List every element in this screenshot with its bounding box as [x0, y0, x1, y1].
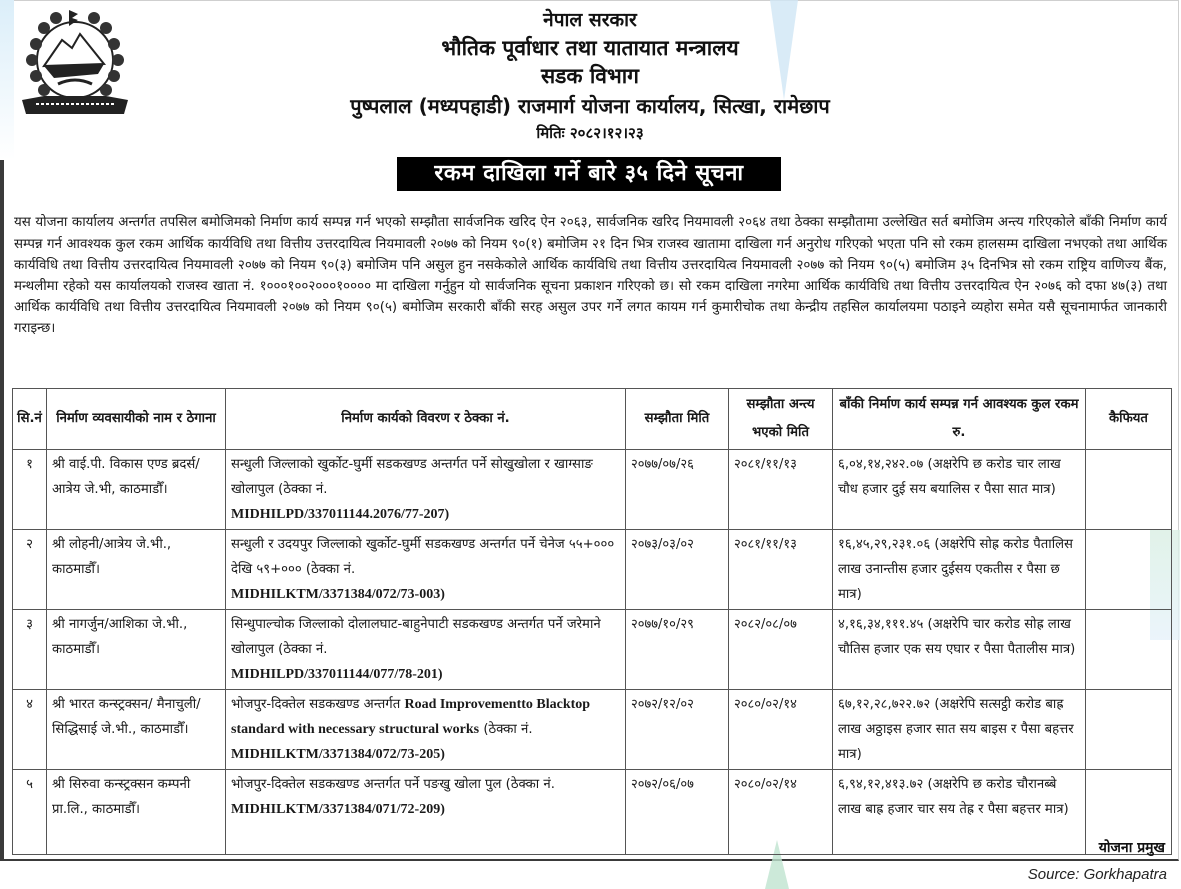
cell-agreement-date: २०७२/१२/०२: [626, 690, 729, 770]
department-name: सडक विभाग: [540, 64, 639, 88]
table-row: [13, 530, 1172, 610]
cell-sn: ५: [13, 770, 47, 855]
cell-agreement-date: २०७३/०३/०२: [626, 530, 729, 610]
contract-number: MIDHILKTM/3371384/071/72-209): [231, 802, 445, 817]
cell-termination-date: २०८१/११/१३: [729, 530, 833, 610]
contract-number: MIDHILKTM/3371384/072/73-003): [231, 587, 445, 602]
cell-termination-date: २०८२/०८/०७: [729, 610, 833, 690]
work-description: सन्धुली र उदयपुर जिल्लाको खुर्कोट-घुर्मी सडकखण्ड अन्तर्गत पर्ने चेनेज ५५+००० देखि ५९+००० (ठेक्का नं.: [231, 537, 615, 577]
cell-work: [226, 450, 626, 530]
cell-work: [226, 690, 626, 770]
work-description: भोजपुर-दिक्तेल सडकखण्ड अन्तर्गत पर्ने पङखु खोला पुल (ठेक्का नं.: [231, 777, 555, 792]
cell-contractor: श्री लोहनी/आत्रेय जे.भी., काठमाडौँ।: [47, 530, 226, 610]
work-description: भोजपुर-दिक्तेल सडकखण्ड अन्तर्गत: [231, 697, 401, 712]
table-row: [13, 610, 1172, 690]
cell-termination-date: २०८०/०२/१४: [729, 690, 833, 770]
table-row: [13, 450, 1172, 530]
work-description: सिन्धुपाल्चोक जिल्लाको दोलालघाट-बाहुनेपाटी सडकखण्ड अन्तर्गत पर्ने जरेमाने खोलापुल (ठेक्का नं.: [231, 617, 601, 657]
notice-title-banner: रकम दाखिला गर्ने बारे ३५ दिने सूचना: [397, 157, 781, 191]
cell-contractor: श्री भारत कन्स्ट्रक्सन/ मैनाचुली/सिद्धिसाई जे.भी., काठमाडौँ।: [47, 690, 226, 770]
work-description: सन्धुली जिल्लाको खुर्कोट-घुर्मी सडकखण्ड अन्तर्गत पर्ने सोखुखोला र खाग्साङ खोलापुल (ठेक्का नं.: [231, 457, 593, 497]
work-description-english: Road Improvementto Blacktop standard with necessary structural works: [231, 697, 591, 737]
cell-contractor: श्री सिरुवा कन्स्ट्रक्सन कम्पनी प्रा.लि., काठमाडौँ।: [47, 770, 226, 855]
cell-sn: ३: [13, 610, 47, 690]
cell-agreement-date: २०७७/१०/२९: [626, 610, 729, 690]
table-row: [13, 690, 1172, 770]
source-credit: Source: Gorkhapatra: [1027, 866, 1167, 883]
cell-work: [226, 770, 626, 855]
notice-body: यस योजना कार्यालय अन्तर्गत तपसिल बमोजिमको निर्माण कार्य सम्पन्न गर्न भएको सम्झौता सार्वजनिक खरिद ऐन २०६३, सार्वजनिक खरिद नियमावली २०६४ तथा ठेक्का सम्झौतामा उल्लेखित सर्त बमोजिम अन्त्य गरिएकोले बाँकी निर्माण कार्य सम्पन्न गर्न आवश्यक कुल रकम आर्थिक कार्यविधि तथा वित्तीय उत्तरदायित्व नियमावली २०७७ को नियम ९०(१) बमोजिम २१ दिन भित्र राजस्व खातामा दाखिला गर्न अनुरोध गरिएको भएता पनि सो रकम हालसम्म दाखिला नभएको तथा आर्थिक कार्यविधि तथा वित्तीय उत्तरदायित्व नियमावली २०७७ को नियम ९०(३) बमोजिम पनि असुल हुन नसकेकोले आर्थिक कार्यविधि तथा वित्तीय उत्तरदायित्व नियमावली २०७७ को नियम ९०(५) बमोजिम ३५ दिनभित्र सो रकम राष्ट्रिय वाणिज्य बैंक, मन्थलीमा रहेको यस कार्यालयको राजस्व खाता नं. १०००१००२०००१०००० मा दाखिला गर्नुहुन यो सार्वजनिक सूचना प्रकाशन गरिएको छ। सो रकम दाखिला नगरेमा आर्थिक कार्यविधि तथा वित्तीय उत्तरदायित्व ऐन २०७६ को दफा ४७(३) तथा आर्थिक कार्यविधि तथा वित्तीय उत्तरदायित्व नियमावली २०७७ को नियम ९०(५) बमोजिम सरकारी बाँकी सरह असुल उपर गर्ने लगत कायम गर्न कुमारीचोक तथा केन्द्रीय तहसिल कार्यालयमा पठाइने व्यहोरा समेत यसै सूचनामार्फत जानकारी गराइन्छ।: [14, 215, 1167, 337]
cell-amount: १६,४५,२९,२३१.०६ (अक्षरेपि सोह्र करोड पैतालिस लाख उनान्तीस हजार दुईसय एकतीस र पैसा छ मात्र): [833, 530, 1086, 610]
contract-number: MIDHILPD/337011144/077/78-201): [231, 667, 443, 682]
cell-remarks: [1086, 450, 1172, 530]
nepal-emblem-icon: [14, 4, 136, 122]
cell-remarks: [1086, 610, 1172, 690]
col-header-sn: सि.नं: [13, 389, 47, 450]
table-row: [13, 770, 1172, 855]
cell-sn: २: [13, 530, 47, 610]
contract-number: MIDHILPD/337011144.2076/77-207): [231, 507, 450, 522]
cell-work: [226, 610, 626, 690]
cell-termination-date: २०८०/०२/१४: [729, 770, 833, 855]
col-header-remarks: कैफियत: [1086, 389, 1172, 450]
cell-amount: ६,०४,१४,२४२.०७ (अक्षरेपि छ करोड चार लाख चौध हजार दुई सय बयालिस र पैसा सात मात्र): [833, 450, 1086, 530]
cell-agreement-date: २०७२/०६/०७: [626, 770, 729, 855]
cell-termination-date: २०८१/११/१३: [729, 450, 833, 530]
contract-table: [12, 388, 1172, 855]
cell-agreement-date: २०७७/०७/२६: [626, 450, 729, 530]
cell-amount: ६७,१२,२८,७२२.७२ (अक्षरेपि सत्सट्ठी करोड बाह्र लाख अठ्ठाइस हजार सात सय बाइस र पैसा बहत्तर मात्र): [833, 690, 1086, 770]
cell-remarks: [1086, 690, 1172, 770]
signoff-project-chief: योजना प्रमुख: [1098, 840, 1165, 856]
contract-label: (ठेक्का नं.: [483, 722, 533, 737]
government-name: नेपाल सरकार: [543, 9, 637, 31]
col-header-termination-date: सम्झौता अन्त्य भएको मिति: [729, 389, 833, 450]
col-header-agreement-date: सम्झौता मिति: [626, 389, 729, 450]
cell-remarks: [1086, 530, 1172, 610]
cell-amount: ४,१६,३४,१११.४५ (अक्षरेपि चार करोड सोह्र लाख चौतिस हजार एक सय एघार र पैसा पैतालीस मात्र): [833, 610, 1086, 690]
cell-sn: ४: [13, 690, 47, 770]
cell-sn: १: [13, 450, 47, 530]
notice-date: मितिः २०८२।१२।२३: [536, 124, 644, 142]
office-name: पुष्पलाल (मध्यपहाडी) राजमार्ग योजना कार्यालय, सित्खा, रामेछाप: [350, 94, 830, 118]
cell-contractor: श्री वाई.पी. विकास एण्ड ब्रदर्स/आत्रेय जे.भी, काठमाडौँ।: [47, 450, 226, 530]
ministry-name: भौतिक पूर्वाधार तथा यातायात मन्त्रालय: [441, 36, 739, 60]
cell-contractor: श्री नागर्जुन/आशिका जे.भी., काठमाडौँ।: [47, 610, 226, 690]
cell-amount: ६,९४,१२,४१३.७२ (अक्षरेपि छ करोड चौरानब्बे लाख बाह्र हजार चार सय तेह्र र पैसा बहत्तर मात्र): [833, 770, 1086, 855]
col-header-work: निर्माण कार्यको विवरण र ठेक्का नं.: [226, 389, 626, 450]
col-header-contractor: निर्माण व्यवसायीको नाम र ठेगाना: [47, 389, 226, 450]
table-header-row: [13, 389, 1172, 450]
contract-number: MIDHILKTM/3371384/072/73-205): [231, 747, 445, 762]
col-header-amount: बाँकी निर्माण कार्य सम्पन्न गर्न आवश्यक कुल रकम रु.: [833, 389, 1086, 450]
cell-work: [226, 530, 626, 610]
